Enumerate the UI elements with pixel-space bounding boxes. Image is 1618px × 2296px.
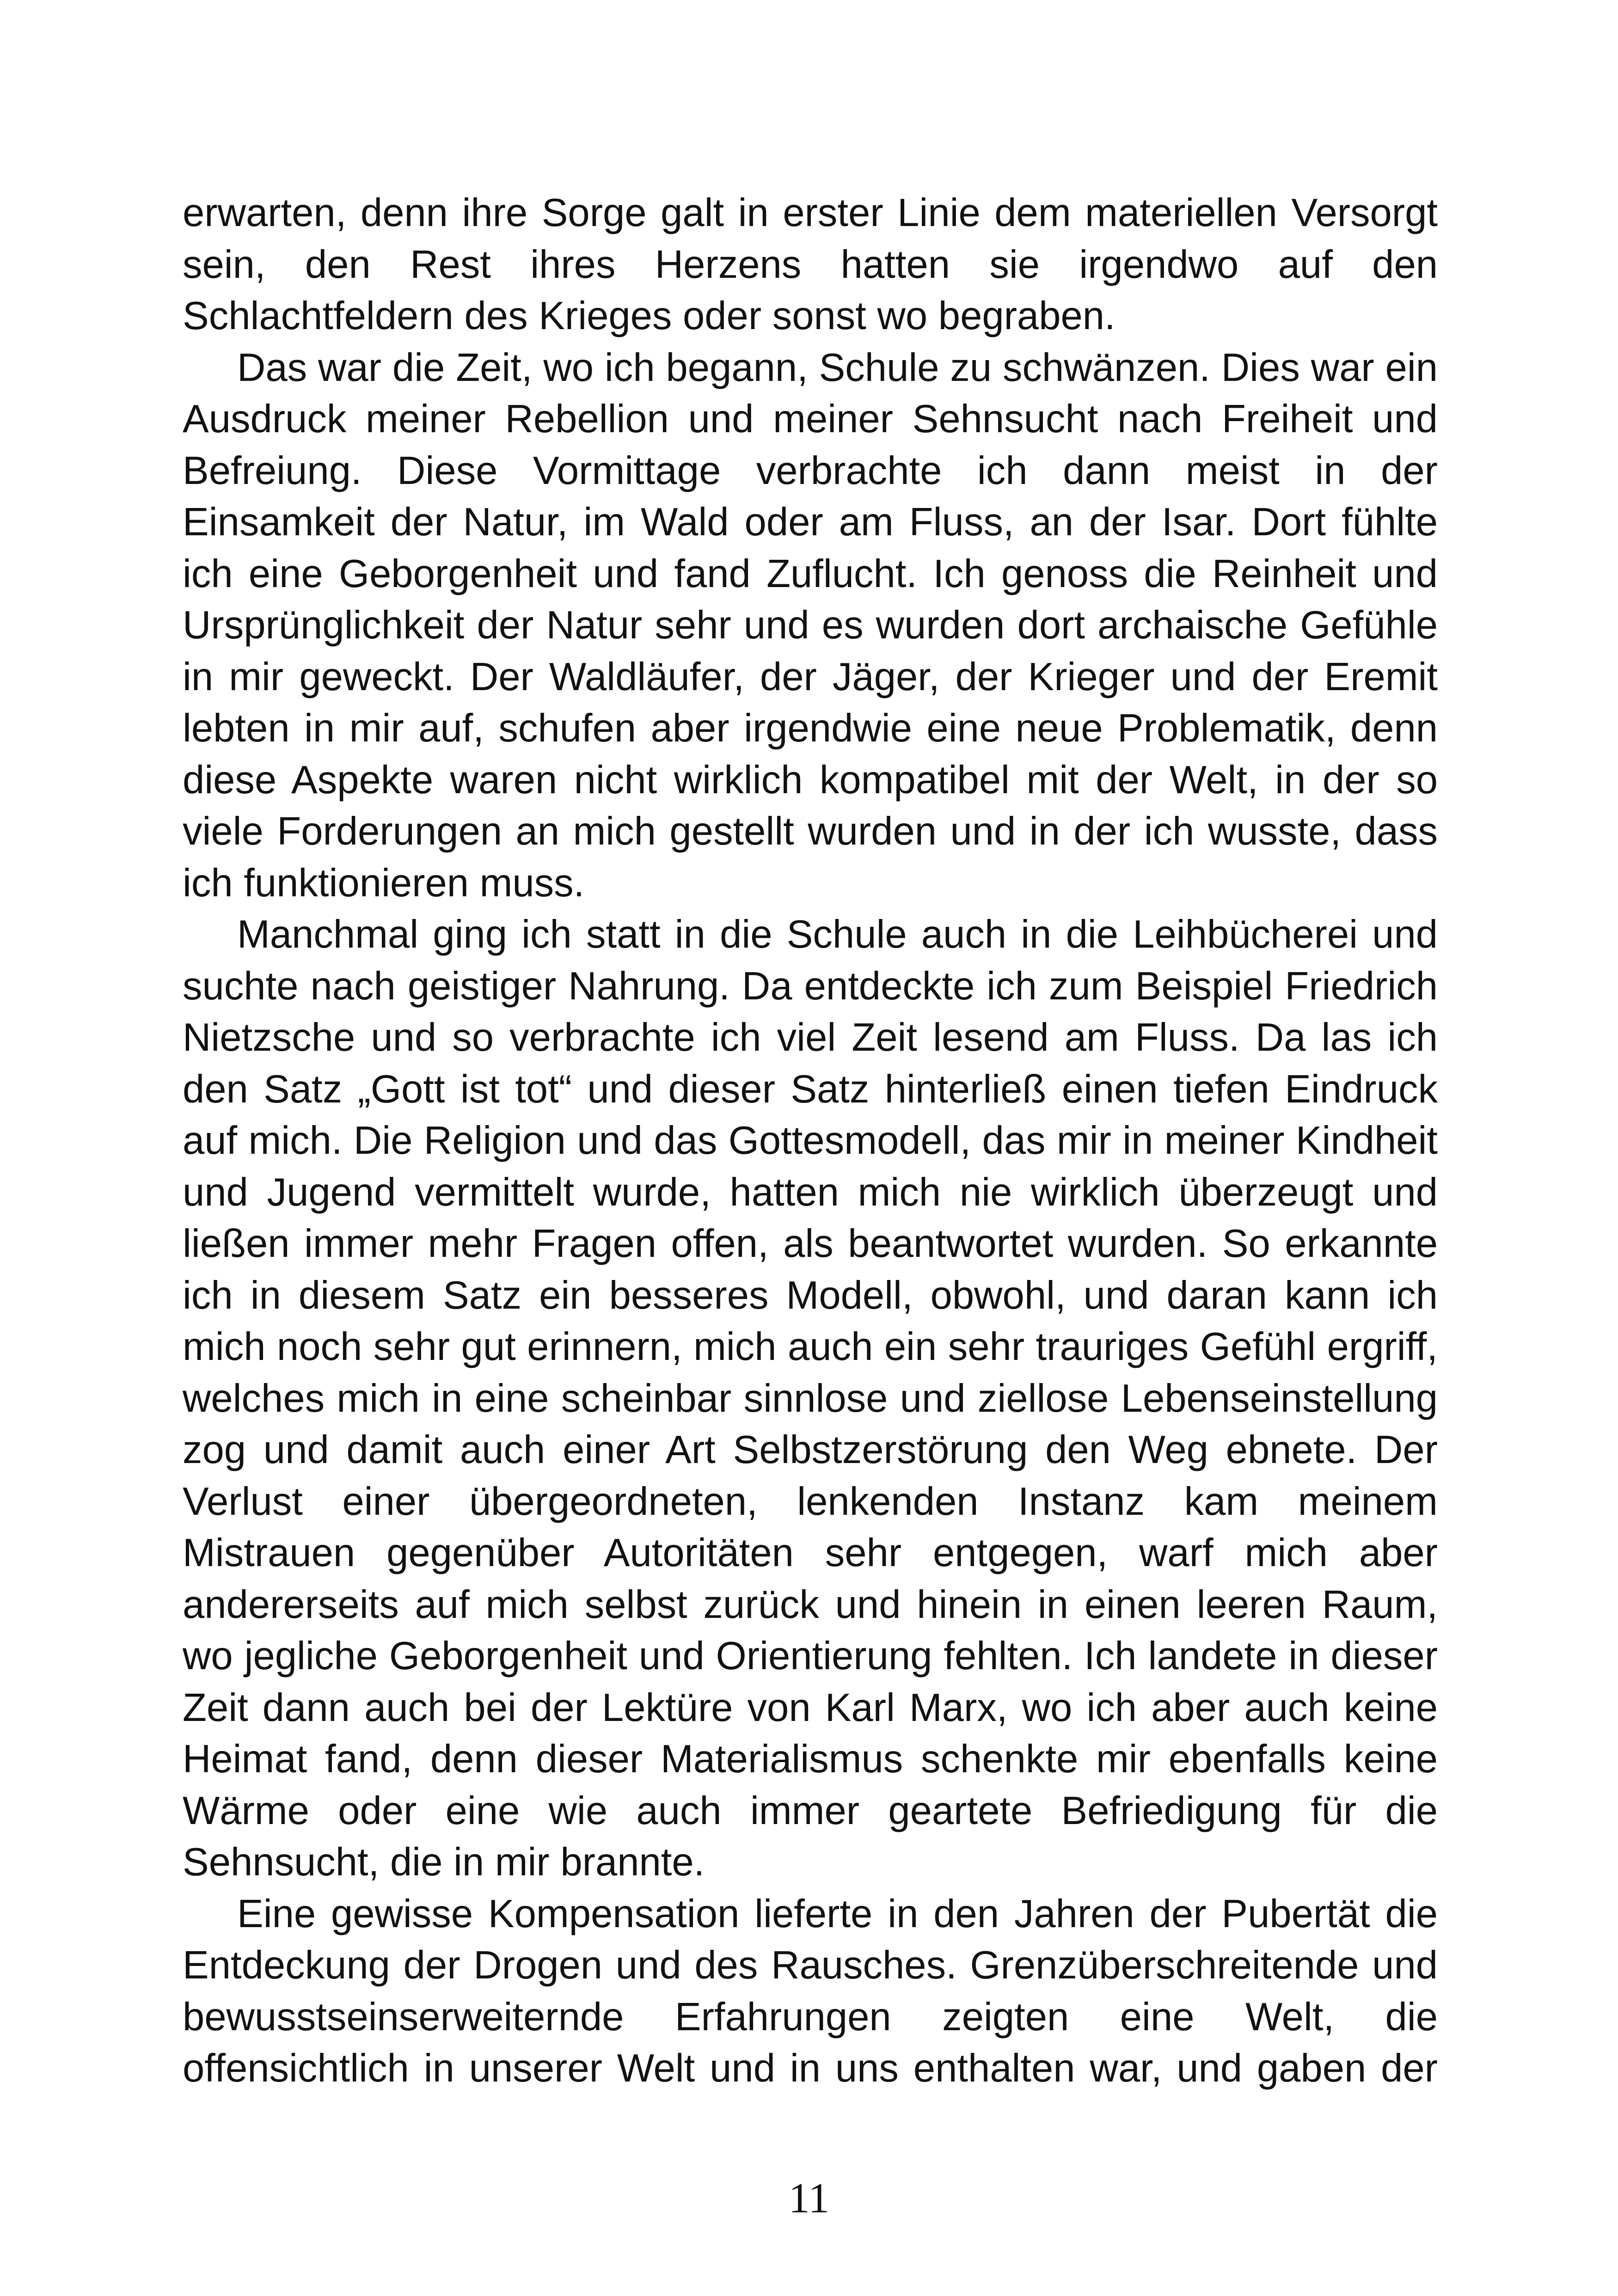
paragraph-2: Das war die Zeit, wo ich begann, Schule zu schwänzen. Dies war ein Ausdruck meiner Rebellion und meiner Sehnsucht nach Freiheit und Befreiung. Diese Vormittage verbrachte ich dann meist in der Einsamkeit der Natur, im Wald oder am Fluss, an der Isar. Dort fühlte ich eine Geborgenheit und fand Zuflucht. Ich genoss die Reinheit und Ursprünglichkeit der Natur sehr und es wurden dort archaische Gefühle in mir geweckt. Der Waldläufer, der Jäger, der Krieger und der Eremit lebten in mir auf, schufen aber irgendwie eine neue Problematik, denn diese Aspekte waren nicht wirklich kompatibel mit der Welt, in der so viele Forderungen an mich gestellt wurden und in der ich wusste, dass ich funktionieren muss.: [183, 345, 1438, 905]
paragraph-4: Eine gewisse Kompensation lieferte in den Jahren der Pubertät die Entdeckung der Drogen und des Rausches. Grenzüberschreitende und bewusstseinserweiternde Erfahrungen zeigten eine Welt, die offensichtlich in unserer Welt und in uns enthalten war, und gaben der: [183, 1892, 1438, 2090]
page-number: 11: [788, 2174, 830, 2222]
body-text: [183, 187, 1438, 2094]
paragraph-1: erwarten, denn ihre Sorge galt in erster Linie dem materiellen Versorgt sein, den Rest ihres Herzens hatten sie irgendwo auf den Schlachtfeldern des Krieges oder sonst wo begraben.: [183, 191, 1438, 338]
paragraph-3: Manchmal ging ich statt in die Schule auch in die Leihbücherei und suchte nach geistiger Nahrung. Da entdeckte ich zum Beispiel Friedrich Nietzsche und so verbrachte ich viel Zeit lesend am Fluss. Da las ich den Satz „Gott ist tot“ und dieser Satz hinterließ einen tiefen Eindruck auf mich. Die Religion und das Gottesmodell, das mir in meiner Kindheit und Jugend vermittelt wurde, hatten mich nie wirklich überzeugt und ließen immer mehr Fragen offen, als beantwortet wurden. So erkannte ich in diesem Satz ein besseres Modell, obwohl, und daran kann ich mich noch sehr gut erinnern, mich auch ein sehr trauriges Gefühl ergriff, welches mich in eine scheinbar sinnlose und ziellose Lebenseinstellung zog und damit auch einer Art Selbstzerstörung den Weg ebnete. Der Verlust einer übergeordneten, lenkenden Instanz kam meinem Mistrauen gegenüber Autoritäten sehr entgegen, warf mich aber andererseits auf mich selbst zurück und hinein in einen leeren Raum, wo jegliche Geborgenheit und Orientierung fehlten. Ich landete in dieser Zeit dann auch bei der Lektüre von Karl Marx, wo ich aber auch keine Heimat fand, denn dieser Materialismus schenkte mir ebenfalls keine Wärme oder eine wie auch immer geartete Befriedigung für die Sehnsucht, die in mir brannte.: [183, 912, 1438, 1884]
